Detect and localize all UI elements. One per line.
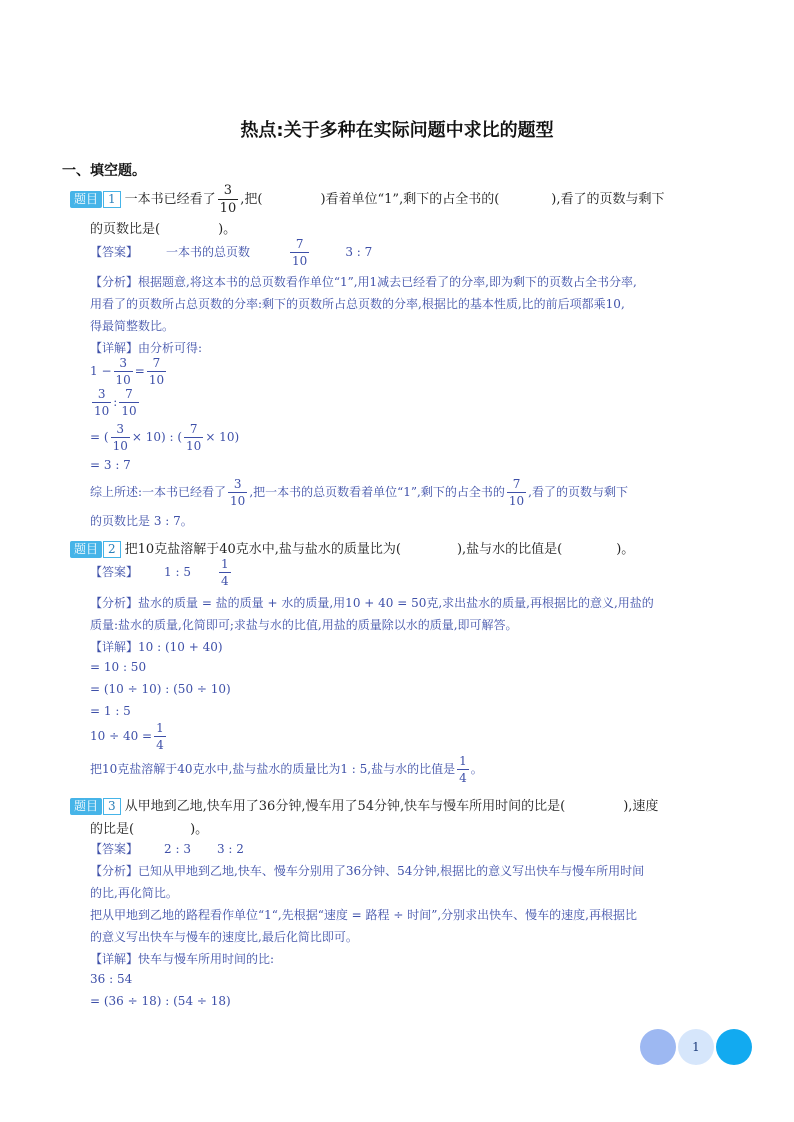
q2-step-5: 10 ÷ 40 = $\frac{1}{4}$ [90, 721, 164, 752]
q2-step-3: = (10 ÷ 10) : (50 ÷ 10) [90, 682, 231, 696]
q1-detail-label: 【详解】由分析可得: [90, 341, 203, 355]
q2-step-4: = 1 : 5 [90, 704, 131, 718]
q1-step-3: = ( $\frac{3}{10}$ × 10) : ( $\frac{7}{10}$ × 10) [90, 422, 240, 453]
q1-analysis-2: 用看了的页数所占总页数的分率:剩下的页数所占总页数的分率,根据比的基本性质,比的前后项都乘10, [90, 297, 625, 311]
q1-summary-2: 的页数比是 3 : 7。 [90, 514, 193, 528]
q1-step-2: $\frac{3}{10}$ : $\frac{7}{10}$ [94, 387, 137, 418]
answer-label: 【答案】 [90, 245, 139, 259]
q1-text: )看着单位“1”,剩下的占全书的( [320, 192, 500, 207]
question-number: 2 [103, 541, 121, 558]
q1-line2 [90, 218, 236, 237]
question-tag: 题目 [70, 798, 102, 815]
answer-value: 3 : 7 [345, 245, 373, 259]
circle-middle [678, 1029, 714, 1065]
q2-line1 [70, 538, 634, 558]
q1-text: ,把( [240, 192, 263, 207]
q2-analysis-2: 质量:盐水的质量,化简即可;求盐与水的比值,用盐的质量除以水的质量,即可解答。 [90, 618, 518, 632]
q1-text: 的页数比是( [90, 222, 161, 237]
question-number: 1 [103, 191, 121, 208]
page-title: 热点:关于多种在实际问题中求比的题型 [240, 120, 554, 141]
q3-step-2: 36 : 54 [90, 972, 133, 986]
q3-line2: 的比是( )。 [90, 822, 209, 837]
q1-text: )。 [218, 222, 237, 237]
q2-summary: 把10克盐溶解于40克水中,盐与盐水的质量比为1 : 5,盐与水的比值是 $\frac{1}{4}$ 。 [90, 754, 483, 785]
answer-fraction: $\frac{7}{10}$ [292, 237, 308, 268]
circle-right [716, 1029, 752, 1065]
q1-step-4: = 3 : 7 [90, 458, 131, 472]
q2-text: 把10克盐溶解于40克水中,盐与盐水的质量比为( [124, 542, 401, 557]
page-number: 1 [692, 1040, 700, 1054]
question-tag: 题目 [70, 191, 102, 208]
section-heading: 一、填空题。 [62, 163, 146, 179]
q2-step-2: = 10 : 50 [90, 660, 147, 674]
q1-fraction: $\frac{3}{10}$ [219, 183, 237, 216]
q3-text: 从甲地到乙地,快车用了36分钟,慢车用了54分钟,快车与慢车所用时间的比是( [124, 799, 566, 814]
q3-analysis-3: 把从甲地到乙地的路程看作单位“1“,先根据“速度 = 路程 ÷ 时间”,分别求出快车、慢车的速度,再根据比 [90, 908, 637, 922]
answer-value: 一本书的总页数 [166, 245, 251, 259]
q2-detail-1: 【详解】10 : (10 + 40) [90, 640, 223, 654]
q2-analysis-1: 【分析】盐水的质量 = 盐的质量 + 水的质量,用10 + 40 = 50克,求出盐水的质量,再根据比的意义,用盐的 [90, 596, 654, 610]
circle-left [640, 1029, 676, 1065]
q3-analysis-2: 的比,再化简比。 [90, 886, 178, 900]
q1-text: 一本书已经看了 [124, 192, 216, 207]
q1-text: ),看了的页数与剩下 [551, 192, 665, 207]
q3-text: ),速度 [623, 799, 659, 814]
q1-summary: 综上所述:一本书已经看了 $\frac{3}{10}$ ,把一本书的总页数看着单位“1”,剩下的占全书的 $\frac{7}{10}$ ,看了的页数与剩下 [90, 477, 628, 508]
q3-analysis-1: 【分析】已知从甲地到乙地,快车、慢车分别用了36分钟、54分钟,根据比的意义写出快车与慢车所用时间 [90, 864, 645, 878]
q1-step-1: 1 − $\frac{3}{10}$ = $\frac{7}{10}$ [90, 356, 165, 387]
question-tag: 题目 [70, 541, 102, 558]
q2-answer: 【答案】 1 : 5 $\frac{1}{4}$ [90, 557, 229, 588]
q3-line1 [70, 795, 658, 815]
q3-answer: 【答案】 2 : 3 3 : 2 [90, 842, 244, 856]
q2-text: )。 [616, 542, 635, 557]
question-number: 3 [103, 798, 121, 815]
q3-analysis-4: 的意义写出快车与慢车的速度比,最后化简比即可。 [90, 930, 358, 944]
q1-line1 [70, 184, 665, 215]
q1-analysis-1: 【分析】根据题意,将这本书的总页数看作单位“1”,用1减去已经看了的分率,即为剩下的页数占全书分率, [90, 275, 637, 289]
page-number-badge [640, 1029, 752, 1065]
q3-detail-1: 【详解】快车与慢车所用时间的比: [90, 952, 275, 966]
q3-step-3: = (36 ÷ 18) : (54 ÷ 18) [90, 994, 231, 1008]
q2-text: ),盐与水的比值是( [456, 542, 563, 557]
q1-answer [90, 238, 372, 267]
q1-analysis-3: 得最简整数比。 [90, 319, 175, 333]
